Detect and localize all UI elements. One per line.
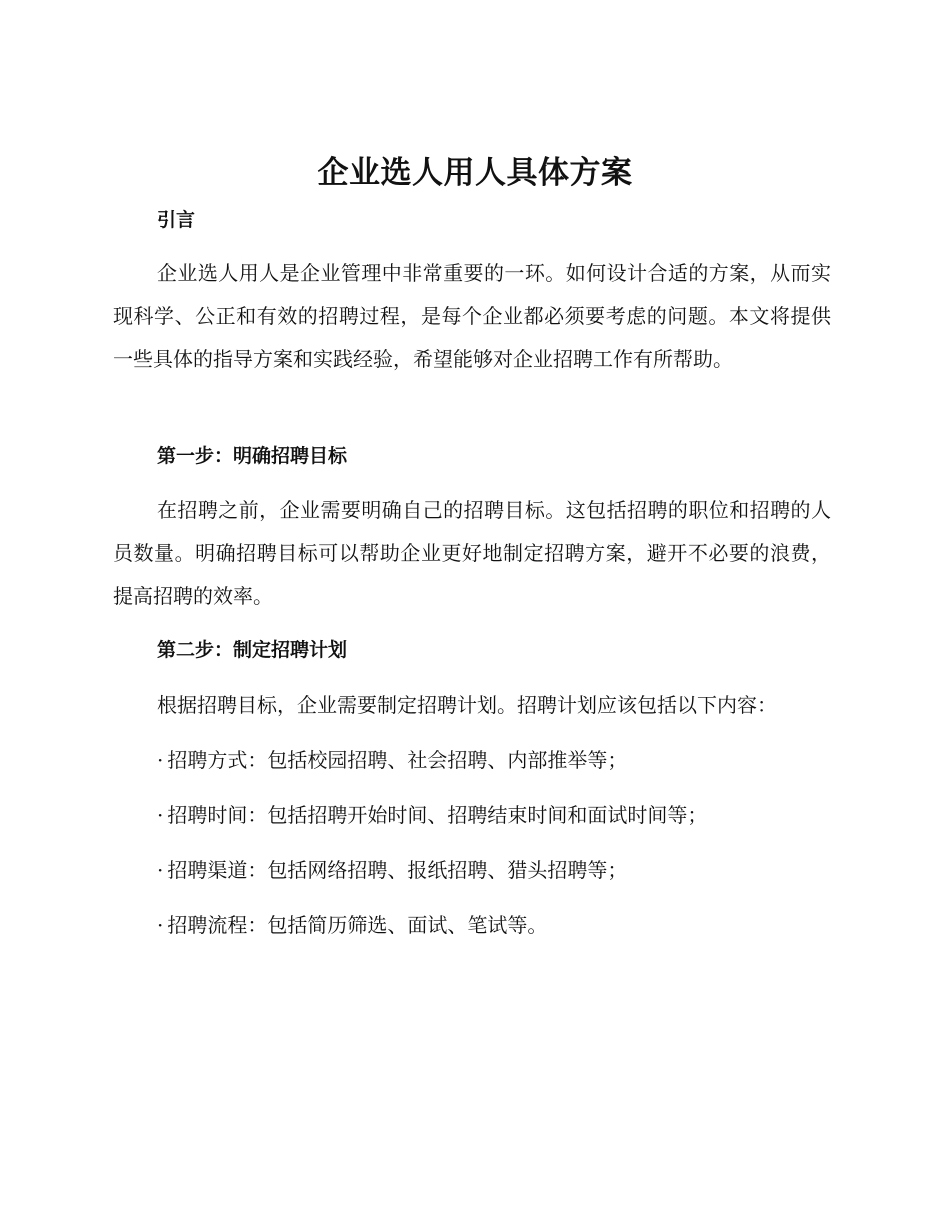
list-item-text: 招聘方式：包括校园招聘、社会招聘、内部推举等； — [167, 748, 628, 772]
list-item — [157, 745, 857, 775]
intro-paragraph: 企业选人用人是企业管理中非常重要的一环。如何设计合适的方案，从而实现科学、公正和有效的招聘过程，是每个企业都必须要考虑的问题。本文将提供一些具体的指导方案和实践经验，希望能够对企业招聘工作有所帮助。 — [113, 261, 831, 371]
list-item-text: 招聘流程：包括简历筛选、面试、笔试等。 — [167, 913, 548, 937]
section-heading-step-one: 第一步：明确招聘目标 — [157, 445, 348, 467]
list-item-text: 招聘渠道：包括网络招聘、报纸招聘、猎头招聘等； — [167, 858, 628, 882]
section-heading-intro: 引言 — [157, 209, 196, 231]
bullet-mark: · — [157, 803, 164, 827]
list-item-text: 招聘时间：包括招聘开始时间、招聘结束时间和面试时间等； — [167, 803, 708, 827]
section-heading-step-two: 第二步：制定招聘计划 — [157, 639, 348, 661]
list-item — [157, 855, 857, 885]
bullet-mark: · — [157, 858, 164, 882]
bullet-mark: · — [157, 748, 164, 772]
document-title: 企业选人用人具体方案 — [317, 155, 633, 191]
step-one-paragraph: 在招聘之前，企业需要明确自己的招聘目标。这包括招聘的职位和招聘的人员数量。明确招聘目标可以帮助企业更好地制定招聘方案，避开不必要的浪费，提高招聘的效率。 — [113, 498, 831, 608]
list-item — [157, 800, 857, 830]
bullet-mark: · — [157, 913, 164, 937]
list-item — [157, 910, 857, 940]
step-two-paragraph: 根据招聘目标，企业需要制定招聘计划。招聘计划应该包括以下内容： — [157, 693, 777, 717]
